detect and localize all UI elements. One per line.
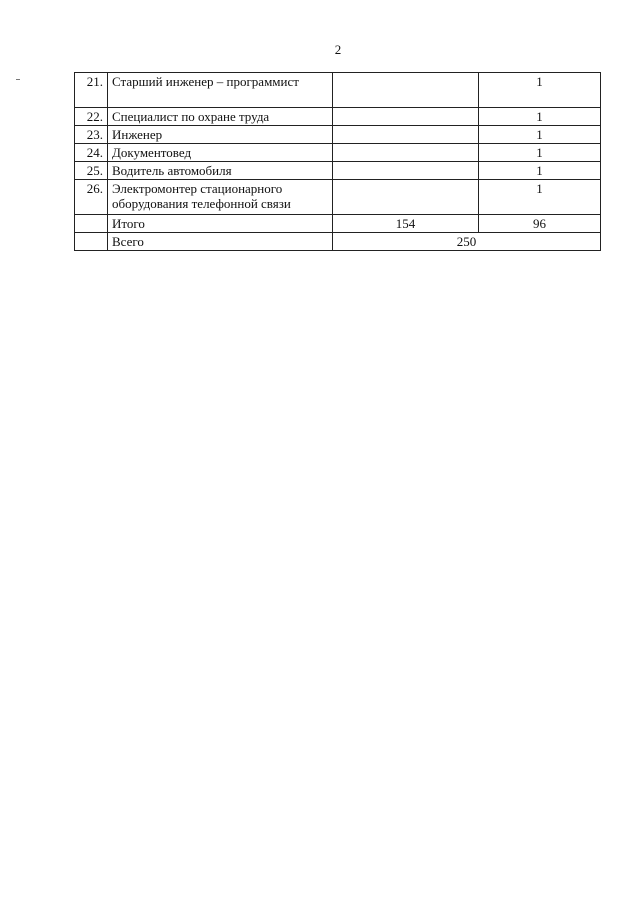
total-row bbox=[75, 233, 601, 251]
count-cell-b: 1 bbox=[479, 108, 601, 126]
position-name: Инженер bbox=[108, 126, 333, 144]
position-name: Водитель автомобиля bbox=[108, 162, 333, 180]
position-name: Документовед bbox=[108, 144, 333, 162]
count-cell-b: 1 bbox=[479, 73, 601, 108]
scan-artifact bbox=[16, 79, 20, 80]
subtotal-row bbox=[75, 215, 601, 233]
table-row bbox=[75, 73, 601, 108]
table-row bbox=[75, 180, 601, 215]
subtotal-label: Итого bbox=[108, 215, 333, 233]
count-cell-b: 1 bbox=[479, 180, 601, 215]
row-number: 25. bbox=[75, 162, 108, 180]
count-cell-a bbox=[333, 126, 479, 144]
count-cell-a bbox=[333, 108, 479, 126]
count-cell-a bbox=[333, 162, 479, 180]
table-row bbox=[75, 108, 601, 126]
row-number: 23. bbox=[75, 126, 108, 144]
table-row bbox=[75, 144, 601, 162]
empty-number-cell bbox=[75, 215, 108, 233]
total-label: Всего bbox=[108, 233, 333, 251]
row-number: 21. bbox=[75, 73, 108, 108]
position-name: Электромонтер стационарного оборудования телефонной связи bbox=[108, 180, 333, 215]
staff-table bbox=[74, 72, 601, 251]
position-name: Старший инженер – программист bbox=[108, 73, 333, 108]
position-name: Специалист по охране труда bbox=[108, 108, 333, 126]
count-cell-b: 1 bbox=[479, 162, 601, 180]
count-cell-a bbox=[333, 73, 479, 108]
page-number: 2 bbox=[334, 42, 342, 57]
count-cell-a bbox=[333, 144, 479, 162]
empty-number-cell bbox=[75, 233, 108, 251]
row-number: 24. bbox=[75, 144, 108, 162]
count-cell-b: 1 bbox=[479, 126, 601, 144]
table-row bbox=[75, 126, 601, 144]
row-number: 26. bbox=[75, 180, 108, 215]
row-number: 22. bbox=[75, 108, 108, 126]
subtotal-col-b: 96 bbox=[479, 215, 601, 233]
total-value: 250 bbox=[333, 233, 601, 251]
subtotal-col-a: 154 bbox=[333, 215, 479, 233]
table-row bbox=[75, 162, 601, 180]
count-cell-b: 1 bbox=[479, 144, 601, 162]
count-cell-a bbox=[333, 180, 479, 215]
